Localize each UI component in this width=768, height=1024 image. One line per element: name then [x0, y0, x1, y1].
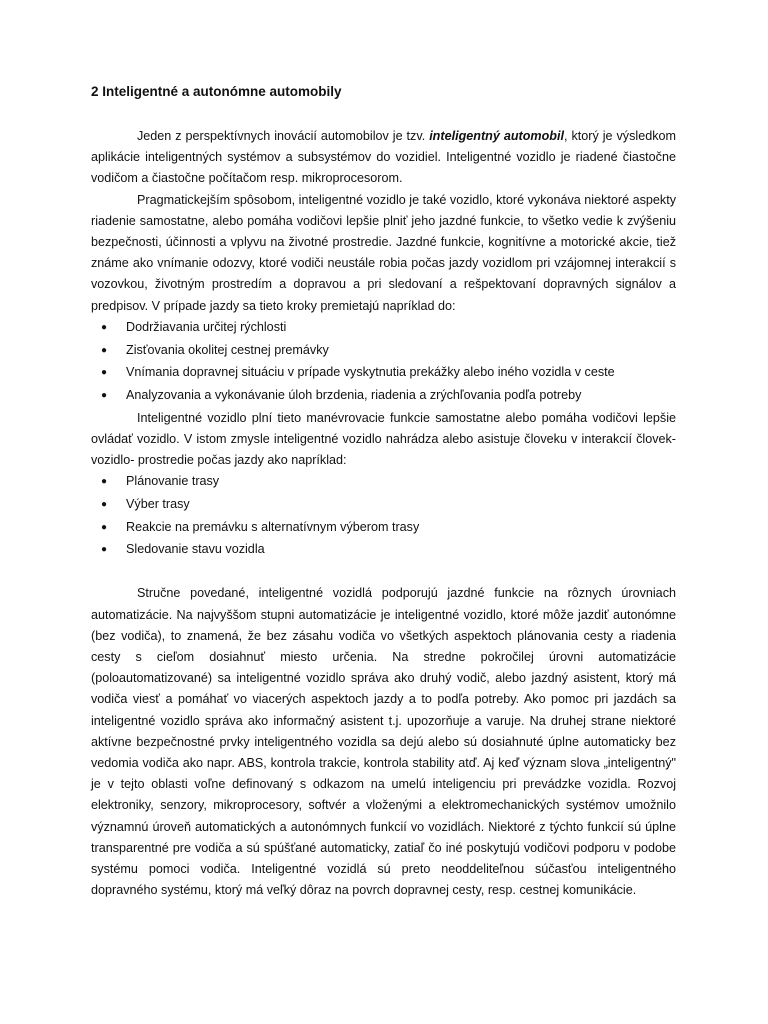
list-item: [91, 471, 676, 494]
emphasis-term: inteligentný automobil: [429, 129, 564, 143]
list-item-text: Reakcie na premávku s alternatívnym výberom trasy: [126, 519, 420, 534]
list-item: [91, 494, 676, 517]
list-item: [91, 317, 676, 340]
list-item-text: Výber trasy: [126, 496, 190, 511]
navigation-tasks-list: [91, 471, 676, 562]
bullet-icon: ●: [101, 389, 108, 401]
bullet-icon: ●: [101, 321, 108, 333]
paragraph-intro-text-end: , ktorý je výsledkom aplikácie inteligentných systémov a subsystémov do vozidiel. Inteligentné vozidlo je riadené čiastočne vodičom a čiastočne počítačom resp. mikroprocesorom.: [91, 129, 676, 186]
list-item: [91, 517, 676, 540]
paragraph-automation-levels: Stručne povedané, inteligentné vozidlá podporujú jazdné funkcie na rôznych úrovniach automatizácie. Na najvyššom stupni automatizácie je inteligentné vozidlo, ktoré môže jazdiť autonómne (bez vodiča), to znamená, že bez zásahu vodiča vo všetkých aspektoch plánovania cesty a riadenia cesty s cieľom dosiahnuť miesto určenia. Na stredne pokročilej úrovni automatizácie (poloautomatizované) sa inteligentné vozidlo správa ako druhý vodič, alebo jazdný asistent, ktorý má vodiča viesť a pomáhať vo viacerých aspektoch jazdy a to podľa potreby. Ako pomoc pri jazdách sa inteligentné vozidlo správa ako informačný asistent t.j. upozorňuje a varuje. Na druhej strane niektoré aktívne bezpečnostné prvky inteligentného vozidla sa dejú alebo sú dosiahnuté úplne automaticky bez vedomia vodiča ako napr. ABS, kontrola trakcie, kontrola stability atď. Aj keď význam slova „inteligentný" je v tejto oblasti voľne definovaný s odkazom na umelú inteligenciu pri prevádzke vozidla. Rozvoj elektroniky, senzory, mikroprocesory, softvér a vloženými a elektromechanických systémov umožnilo významnú úroveň automatických a autonómnych funkcií vo vozidlách. Niektoré z týchto funkcií sú úplne transparentné pre vodiča a sú spúšťané automaticky, zatiaľ čo iné poskytujú vodičovi podporu v podobe systému pomoci vodiča. Inteligentné vozidlá sú preto neoddeliteľnou súčasťou inteligentného dopravného systému, ktorý má veľký dôraz na povrch dopravnej cesty, resp. cestnej komunikácie.: [91, 586, 676, 898]
paragraph-pragmatic: Pragmatickejším spôsobom, inteligentné vozidlo je také vozidlo, ktoré vykonáva niektoré aspekty riadenie samostatne, alebo pomáha vodičovi lepšie plniť jeho jazdné funkcie, to všetko vedie k zvýšeniu bezpečnosti, účinnosti a vplyvu na životné prostredie. Jazdné funkcie, kognitívne a motorické akcie, tiež známe ako vnímanie odozvy, ktoré vodiči neustále robia počas jazdy vozidlom pri vzájomnej interakcií s vozovkou, životným prostredím a dopravou a pri sledovaní a rešpektovaní dopravných signálov a predpisov. V prípade jazdy sa tieto kroky premietajú napríklad do:: [91, 192, 677, 313]
bullet-icon: ●: [101, 544, 108, 556]
list-item-text: Analyzovania a vykonávanie úloh brzdenia, riadenia a zrýchľovania podľa potreby: [126, 387, 582, 402]
bullet-icon: ●: [101, 476, 108, 488]
list-item-text: Dodržiavania určitej rýchlosti: [126, 319, 287, 334]
document-body: [91, 126, 676, 901]
bullet-icon: ●: [101, 367, 108, 379]
paragraph-maneuvering: Inteligentné vozidlo plní tieto manévrovacie funkcie samostatne alebo pomáha vodičovi lepšie ovládať vozidlo. V istom zmysle inteligentné vozidlo nahrádza alebo asistuje človeku v interakcií človek- vozidlo- prostredie počas jazdy ako napríklad:: [91, 410, 676, 467]
bullet-icon: ●: [101, 521, 108, 533]
paragraph-intro-text-start: Jeden z perspektívnych inovácií automobilov je tzv.: [137, 129, 430, 143]
bullet-icon: ●: [101, 498, 108, 510]
list-item: [91, 340, 676, 363]
list-item-text: Zisťovania okolitej cestnej premávky: [126, 342, 329, 357]
list-item: [91, 362, 676, 385]
bullet-icon: ●: [101, 344, 108, 356]
paragraph-intro: [91, 126, 676, 190]
list-item-text: Plánovanie trasy: [126, 474, 220, 489]
section-heading: 2 Inteligentné a autonómne automobily: [91, 84, 342, 99]
list-item: [91, 385, 676, 408]
driving-functions-list: [91, 317, 676, 408]
list-item-text: Sledovanie stavu vozidla: [126, 542, 265, 557]
list-item-text: Vnímania dopravnej situáciu v prípade vyskytnutia prekážky alebo iného vozidla v ceste: [126, 365, 615, 380]
list-item: [91, 539, 676, 562]
